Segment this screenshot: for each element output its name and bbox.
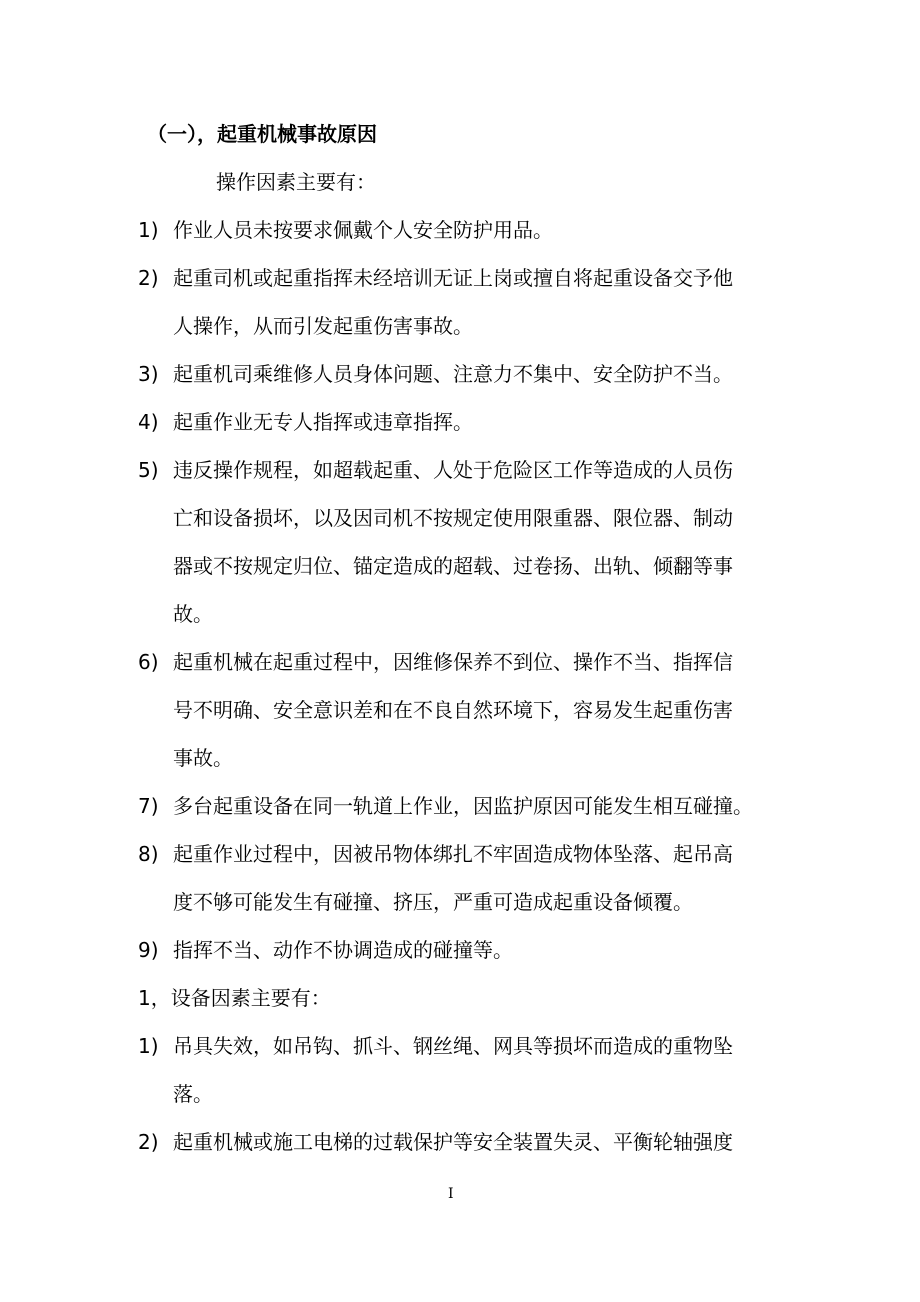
list-item-line: 号不明确、安全意识差和在不良自然环境下，容易发生起重伤害 xyxy=(173,698,733,722)
list-item-line: 起重作业过程中，因被吊物体绑扎不牢固造成物体坠落、起吊高 xyxy=(173,842,733,866)
list-item-line: 人操作，从而引发起重伤害事故。 xyxy=(173,314,473,338)
list-item-number: 4) xyxy=(138,410,159,434)
list-item-line: 起重机械在起重过程中，因维修保养不到位、操作不当、指挥信 xyxy=(173,650,733,674)
list-item-line: 指挥不当、动作不协调造成的碰撞等。 xyxy=(173,938,513,962)
list-item-line: 起重作业无专人指挥或违章指挥。 xyxy=(173,410,473,434)
operation-factors-intro: 操作因素主要有： xyxy=(216,170,376,194)
list-item-number: 2) xyxy=(138,1130,159,1154)
list-item-line: 亡和设备损坏，以及因司机不按规定使用限重器、限位器、制动 xyxy=(173,506,733,530)
list-item-line: 事故。 xyxy=(173,746,233,770)
list-item-number: 7) xyxy=(138,794,159,818)
page-number: I xyxy=(448,1186,454,1202)
list-item-line: 作业人员未按要求佩戴个人安全防护用品。 xyxy=(173,218,553,242)
list-item-line: 落。 xyxy=(173,1082,213,1106)
list-item-number: 1) xyxy=(138,1034,159,1058)
list-item-line: 吊具失效，如吊钩、抓斗、钢丝绳、网具等损坏而造成的重物坠 xyxy=(173,1034,733,1058)
list-item-number: 1) xyxy=(138,218,159,242)
list-item-number: 9) xyxy=(138,938,159,962)
list-item-line: 起重机司乘维修人员身体问题、注意力不集中、安全防护不当。 xyxy=(173,362,733,386)
list-item-number: 5) xyxy=(138,458,159,482)
list-item-line: 故。 xyxy=(173,602,213,626)
list-item-number: 6) xyxy=(138,650,159,674)
list-item-line: 起重机械或施工电梯的过载保护等安全装置失灵、平衡轮轴强度 xyxy=(173,1130,733,1154)
equipment-factors-intro: 1，设备因素主要有： xyxy=(138,986,331,1010)
list-item-line: 起重司机或起重指挥未经培训无证上岗或擅自将起重设备交予他 xyxy=(173,266,733,290)
section-heading: （一），起重机械事故原因 xyxy=(147,122,377,146)
list-item-line: 违反操作规程，如超载起重、人处于危险区工作等造成的人员伤 xyxy=(173,458,733,482)
list-item-line: 多台起重设备在同一轨道上作业，因监护原因可能发生相互碰撞。 xyxy=(173,794,753,818)
list-item-number: 2) xyxy=(138,266,159,290)
list-item-number: 8) xyxy=(138,842,159,866)
list-item-line: 度不够可能发生有碰撞、挤压，严重可造成起重设备倾覆。 xyxy=(173,890,693,914)
list-item-number: 3) xyxy=(138,362,159,386)
list-item-line: 器或不按规定归位、锚定造成的超载、过卷扬、出轨、倾翻等事 xyxy=(173,554,733,578)
